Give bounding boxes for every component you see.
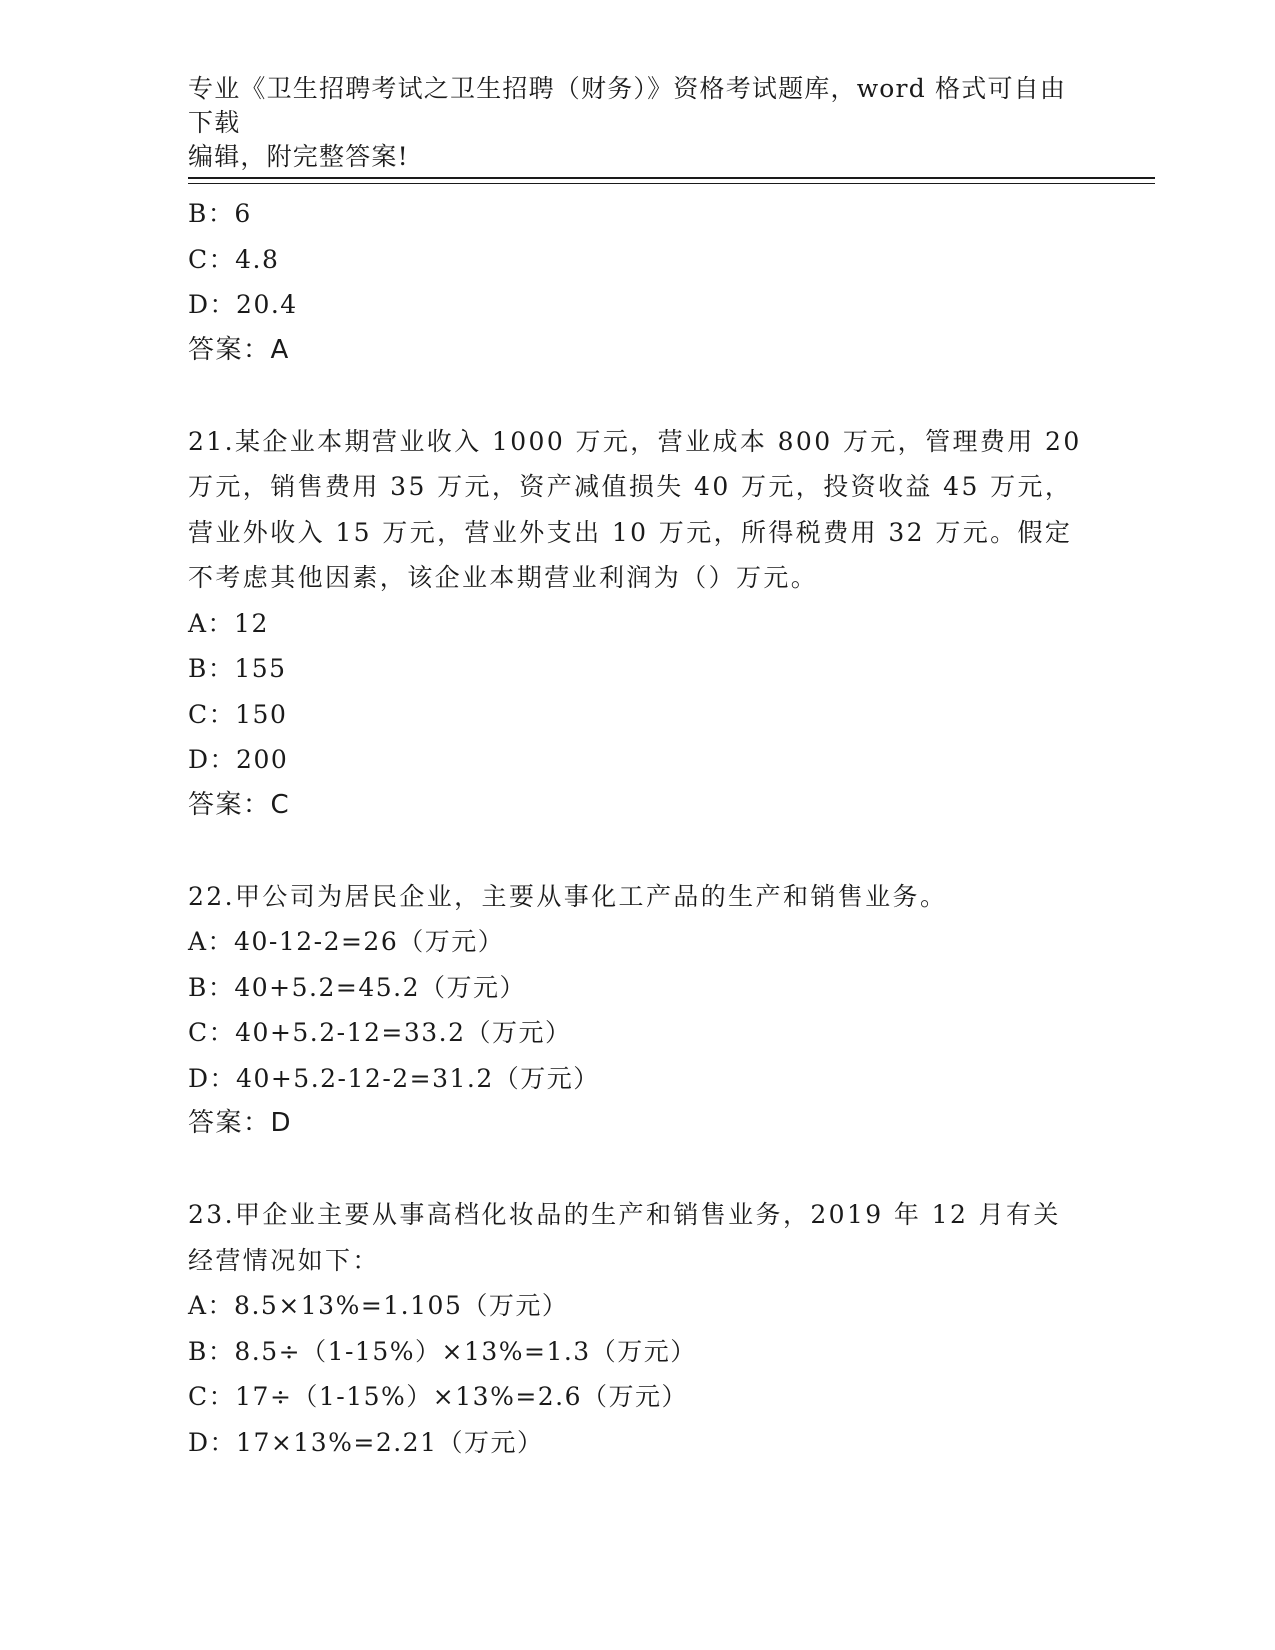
answer-label: 答案：A [188,334,290,365]
option-b: B：40+5.2=45.2（万元） [188,972,527,1002]
question-22 [188,874,1088,1147]
question-20-tail [188,191,1088,373]
option-c: C：150 [188,699,288,729]
spacer [188,373,1088,419]
header-line-2: 编辑，附完整答案! [188,142,409,171]
option-a: A：40-12-2=26（万元） [188,927,505,956]
option-b: B：155 [188,654,287,683]
option-d: D：20.4 [188,290,298,319]
question-stem-line: 经营情况如下： [188,1245,380,1275]
question-stem-line: 营业外收入 15 万元，营业外支出 10 万元，所得税费用 32 万元。假定 [188,517,1073,547]
question-stem-line: 21.某企业本期营业收入 1000 万元，营业成本 800 万元，管理费用 20 [188,426,1082,456]
option-d: D：200 [188,745,289,774]
question-21 [188,419,1088,829]
answer-label: 答案：D [188,1108,293,1138]
question-list [188,191,1088,1465]
header-rule-thick [188,177,1155,179]
answer-label: 答案：C [188,789,291,820]
option-c: C：17÷（1-15%）×13%=2.6（万元） [188,1382,689,1411]
header-rule-thin [188,183,1155,184]
option-c: C：40+5.2-12=33.2（万元） [188,1018,572,1047]
question-stem-line: 不考虑其他因素，该企业本期营业利润为（）万元。 [188,563,819,592]
question-stem-line: 23.甲企业主要从事高档化妆品的生产和销售业务，2019 年 12 月有关 [188,1200,1061,1229]
option-d: D：40+5.2-12-2=31.2（万元） [188,1063,600,1093]
header-line-1: 专业《卫生招聘考试之卫生招聘（财务）》资格考试题库，word 格式可自由下载 [188,74,1067,137]
spacer [188,1147,1088,1193]
option-d: D：17×13%=2.21（万元） [188,1427,544,1457]
option-a: A：8.5×13%=1.105（万元） [188,1291,569,1320]
spacer [188,828,1088,874]
question-stem-line: 万元，销售费用 35 万元，资产减值损失 40 万元，投资收益 45 万元， [188,472,1073,501]
document-header [188,72,1088,174]
option-b: B：6 [188,199,252,228]
option-c: C：4.8 [188,244,280,274]
option-a: A：12 [188,608,269,638]
question-stem-line: 22.甲公司为居民企业，主要从事化工产品的生产和销售业务。 [188,881,948,911]
option-b: B：8.5÷（1-15%）×13%=1.3（万元） [188,1336,697,1366]
question-23 [188,1192,1088,1465]
